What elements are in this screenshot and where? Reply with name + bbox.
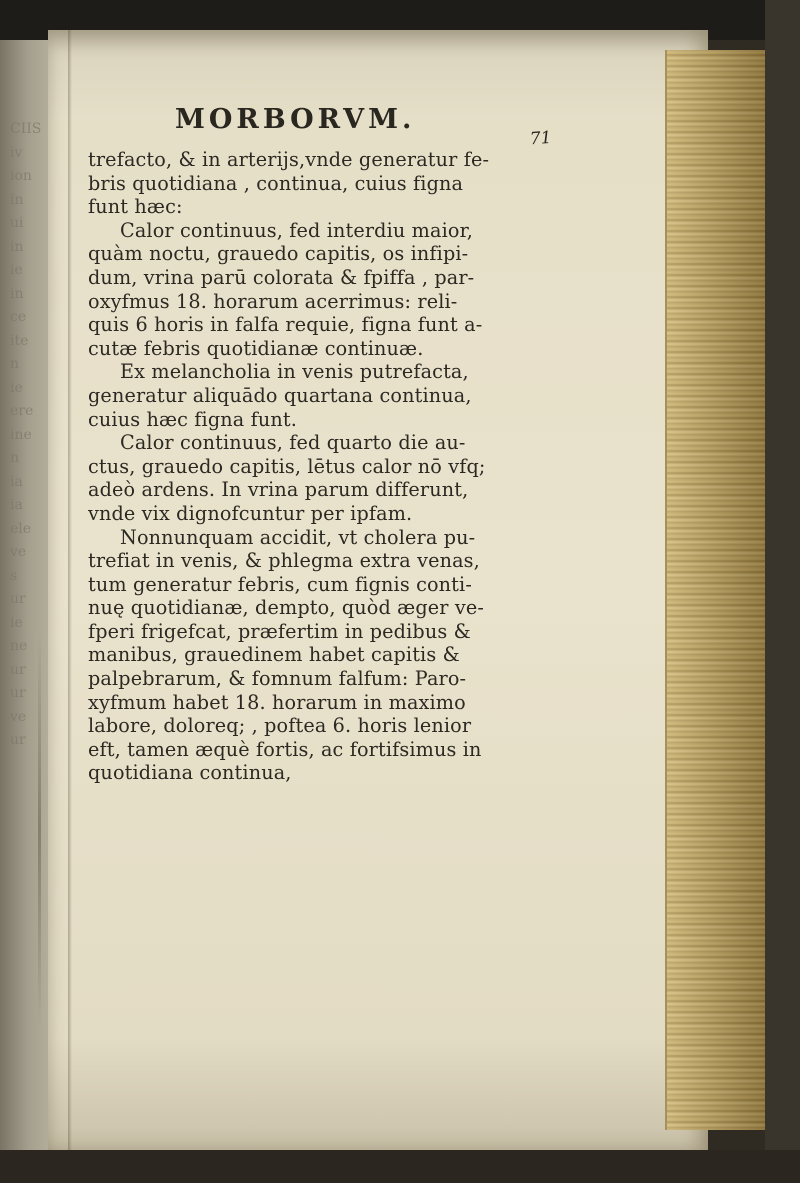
bleed-mark: in [10,238,24,255]
bleed-mark: ie [10,379,23,396]
text-line: funt hæc: [88,195,183,219]
scan-background-right [765,0,800,1183]
text-line: fperi frigefcat, præfertim in pedibus & [88,619,471,643]
bleed-mark: iv [10,144,23,161]
bleed-mark: ur [10,685,26,701]
text-line: quàm noctu, grauedo capitis, os infipi- [88,242,469,266]
bleed-mark: ele [10,520,32,537]
text-line: generatur aliquādo quartana continua, [88,383,472,407]
text-line: palpebrarum, & fomnum falfum: Paro- [88,667,467,691]
text-line: bris quotidiana , continua, cuius figna [88,171,464,195]
text-line: adeò ardens. In vrina parum differunt, [88,478,469,502]
text-line: quis 6 horis in falfa requie, figna funt a- [88,313,483,337]
bleed-mark: in [10,285,24,302]
text-line: Calor continuus, fed quarto die au- [120,431,466,455]
text-line: ctus, grauedo capitis, lētus calor nō vfq; [88,454,486,478]
text-line: oxyfmus 18. horarum acerrimus: reli- [88,289,458,313]
bleed-mark: ve [10,708,27,725]
bleed-mark: ur [10,732,26,748]
body-text [88,148,648,785]
text-line: nuę quotidianæ, dempto, quòd æger ve- [88,596,484,620]
bleed-mark: ia [10,473,23,490]
page-stack-shade [665,50,765,1130]
text-line: vnde vix dignofcuntur per ipfam. [88,501,413,525]
bleed-mark: ia [10,497,23,513]
facing-page-bleed-text [10,118,50,753]
bleed-mark: ine [10,426,32,443]
bleed-mark: ie [10,614,23,631]
bleed-mark: ve [10,544,27,560]
text-line: dum, vrina parū colorata & fpiffa , par- [88,265,475,289]
bleed-mark: ur [10,661,26,678]
text-line: trefacto, & in arterijs,vnde generatur fe- [88,148,490,171]
text-line: xyfmum habet 18. horarum in maximo [88,690,466,714]
bleed-mark: ne [10,638,28,654]
text-line: tum generatur febris, cum fignis conti- [88,572,472,596]
text-line: labore, doloreq; , poftea 6. horis lenior [88,714,472,738]
bleed-mark: ere [10,403,34,419]
page-number: 71 [529,127,553,150]
bleed-mark: n [10,356,20,372]
text-line: trefiat in venis, & phlegma extra venas, [88,549,480,573]
text-line: eft, tamen æquè fortis, ac fortifsimus in [88,737,482,761]
bleed-mark: ce [10,309,27,325]
bleed-mark: s [10,567,18,584]
text-line: Calor continuus, fed interdiu maior, [120,218,474,242]
running-head: MORBORVM. [175,104,416,135]
bleed-mark: ite [10,332,29,349]
bleed-mark: ie [10,262,23,278]
bleed-mark: n [10,450,20,466]
text-line: cuius hæc figna funt. [88,407,297,431]
text-line: cutæ febris quotidianæ continuæ. [88,336,424,360]
scan-background-bottom [0,1150,800,1183]
bleed-mark: ur [10,591,26,607]
text-line: Nonnunquam accidit, vt cholera pu- [120,525,476,549]
bleed-mark: ui [10,215,24,231]
bleed-mark: in [10,191,24,208]
bleed-mark: ion [10,168,32,184]
bleed-mark: CIIS [10,121,42,137]
text-line: quotidiana continua, [88,761,292,785]
text-line: Ex melancholia in venis putrefacta, [120,360,469,384]
text-line: manibus, grauedinem habet capitis & [88,643,460,667]
gutter-shadow [68,30,72,1150]
